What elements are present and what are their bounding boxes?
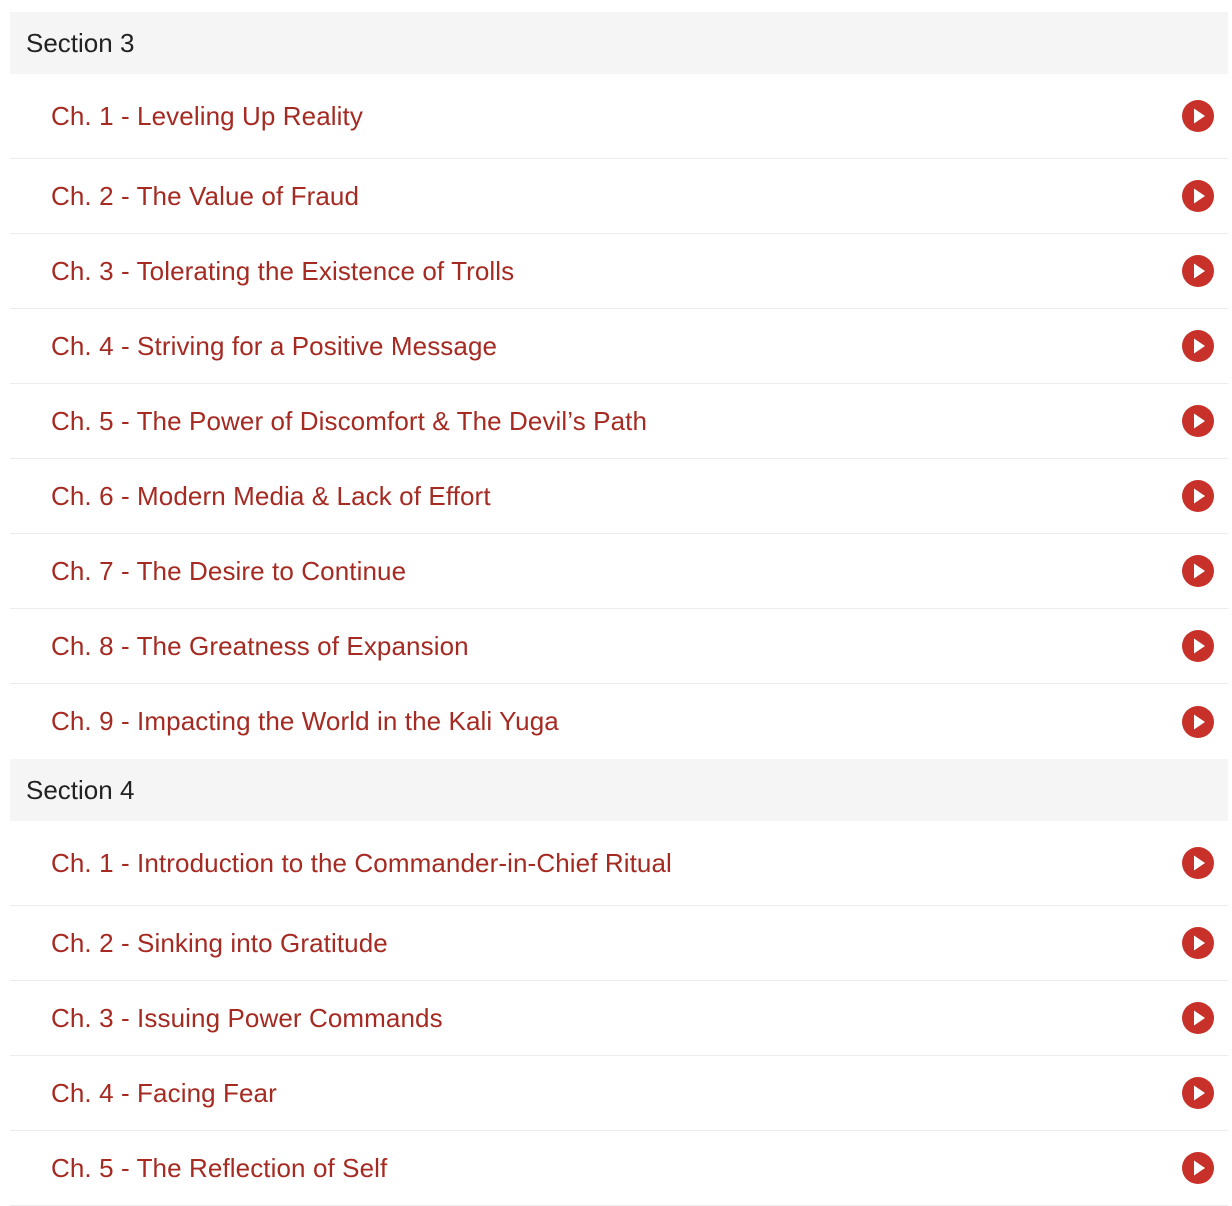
chapter-title[interactable]: Ch. 3 - Tolerating the Existence of Trolls — [51, 255, 515, 286]
chapter-row[interactable] — [10, 234, 1228, 309]
play-icon[interactable] — [1182, 1077, 1214, 1109]
chapter-title[interactable]: Ch. 2 - The Value of Fraud — [51, 180, 360, 211]
chapter-row[interactable] — [10, 684, 1228, 759]
play-icon[interactable] — [1182, 555, 1214, 587]
chapter-row[interactable] — [10, 384, 1228, 459]
chapter-row[interactable] — [10, 74, 1228, 159]
chapter-title[interactable]: Ch. 7 - The Desire to Continue — [51, 555, 407, 586]
section-header — [10, 12, 1228, 74]
play-icon[interactable] — [1182, 330, 1214, 362]
chapter-title[interactable]: Ch. 3 - Issuing Power Commands — [51, 1002, 443, 1033]
section-header — [10, 759, 1228, 821]
chapter-row[interactable] — [10, 1131, 1228, 1206]
play-icon[interactable] — [1182, 927, 1214, 959]
chapter-title[interactable]: Ch. 2 - Sinking into Gratitude — [51, 927, 388, 958]
chapter-row[interactable] — [10, 981, 1228, 1056]
play-icon[interactable] — [1182, 1002, 1214, 1034]
section-title: Section 3 — [26, 27, 135, 58]
play-icon[interactable] — [1182, 100, 1214, 132]
chapter-row[interactable] — [10, 906, 1228, 981]
chapter-title[interactable]: Ch. 1 - Leveling Up Reality — [51, 100, 363, 131]
chapter-row[interactable] — [10, 1056, 1228, 1131]
play-icon[interactable] — [1182, 706, 1214, 738]
play-icon[interactable] — [1182, 255, 1214, 287]
chapter-row[interactable] — [10, 534, 1228, 609]
section-title: Section 4 — [26, 774, 135, 805]
chapter-row[interactable] — [10, 159, 1228, 234]
chapter-row[interactable] — [10, 609, 1228, 684]
chapter-title[interactable]: Ch. 4 - Striving for a Positive Message — [51, 330, 498, 361]
chapter-title[interactable]: Ch. 9 - Impacting the World in the Kali Yuga — [51, 706, 559, 736]
chapter-title[interactable]: Ch. 8 - The Greatness of Expansion — [51, 630, 469, 661]
play-icon[interactable] — [1182, 405, 1214, 437]
play-icon[interactable] — [1182, 847, 1214, 879]
chapter-title[interactable]: Ch. 6 - Modern Media & Lack of Effort — [51, 480, 491, 511]
chapter-title[interactable]: Ch. 4 - Facing Fear — [51, 1077, 277, 1108]
chapter-row[interactable] — [10, 821, 1228, 906]
play-icon[interactable] — [1182, 180, 1214, 212]
play-icon[interactable] — [1182, 480, 1214, 512]
play-icon[interactable] — [1182, 1152, 1214, 1184]
chapter-title[interactable]: Ch. 5 - The Reflection of Self — [51, 1152, 388, 1183]
chapter-title[interactable]: Ch. 5 - The Power of Discomfort & The Devil’s Path — [51, 405, 648, 436]
chapter-title[interactable]: Ch. 1 - Introduction to the Commander-in-Chief Ritual — [51, 847, 672, 878]
chapter-row[interactable] — [10, 309, 1228, 384]
chapter-row[interactable] — [10, 459, 1228, 534]
course-curriculum-list — [10, 12, 1228, 1206]
play-icon[interactable] — [1182, 630, 1214, 662]
